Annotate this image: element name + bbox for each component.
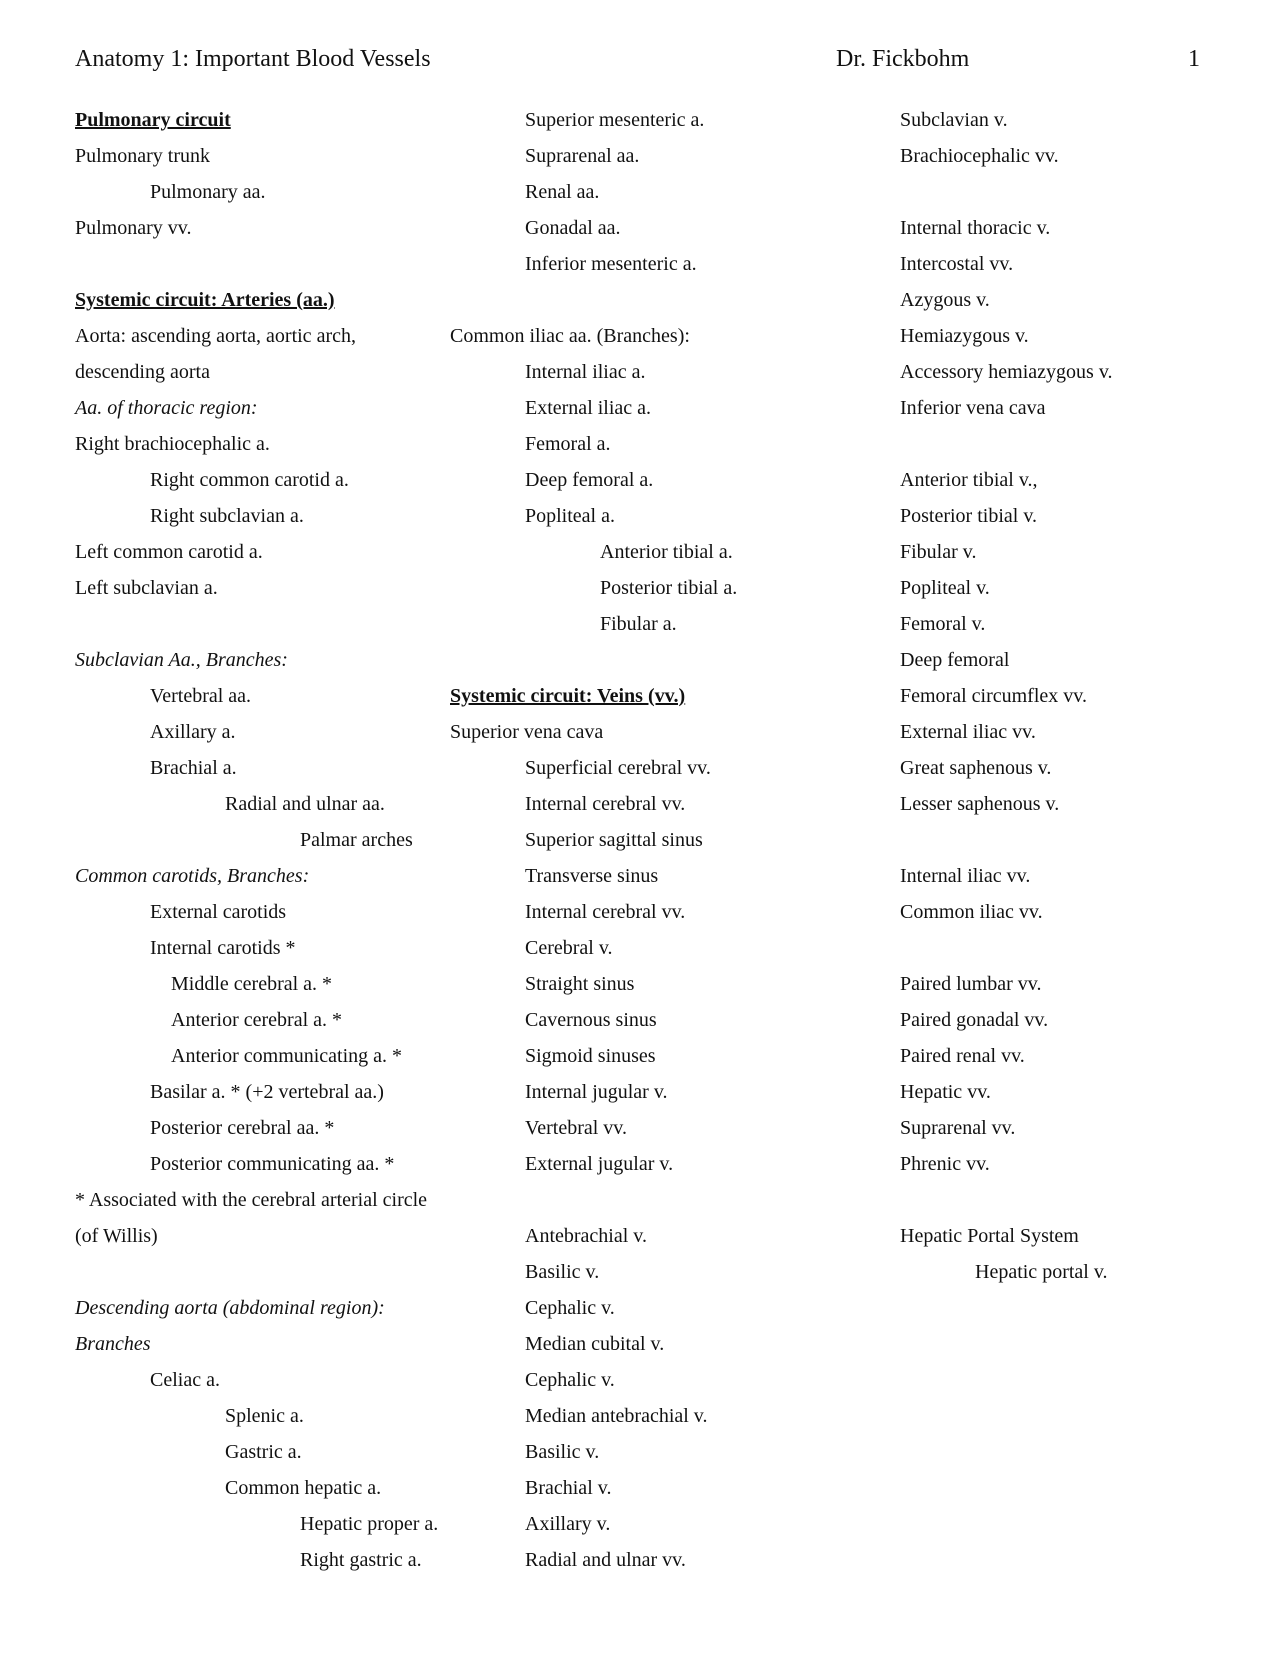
list-item: Hepatic proper a. [300,1513,439,1535]
list-item: Anterior cerebral a. * [171,1009,343,1031]
list-item: (of Willis) [75,1225,158,1247]
list-item: Brachiocephalic vv. [900,145,1059,167]
author-name: Dr. Fickbohm [836,46,970,72]
document-title: Anatomy 1: Important Blood Vessels [75,46,431,72]
list-item: Superior vena cava [450,721,604,743]
section-heading: Systemic circuit: Veins (vv.) [450,685,686,707]
list-item: Basilar a. * (+2 vertebral aa.) [150,1081,384,1103]
list-item: Sigmoid sinuses [525,1045,656,1067]
list-item: Phrenic vv. [900,1153,990,1175]
list-item: Hepatic vv. [900,1081,991,1103]
list-item: Deep femoral a. [525,469,654,491]
spacer [450,642,737,678]
list-item: Common iliac aa. (Branches): [450,325,690,347]
list-item: Great saphenous v. [900,757,1052,779]
list-item: Deep femoral [900,649,1010,671]
list-item: Radial and ulnar aa. [225,793,385,815]
spacer [900,426,1113,462]
list-item: Posterior tibial a. [600,577,738,599]
list-item: Celiac a. [150,1369,220,1391]
spacer [75,246,438,282]
list-item: Anterior tibial a. [600,541,733,563]
list-item: Internal thoracic v. [900,217,1051,239]
list-item: Popliteal v. [900,577,990,599]
spacer [900,174,1113,210]
list-item: Fibular v. [900,541,977,563]
list-item: External carotids [150,901,287,923]
list-item: Splenic a. [225,1405,304,1427]
list-item: Anterior communicating a. * [171,1045,403,1067]
subsection-heading: Branches [75,1333,151,1355]
spacer [900,930,1113,966]
subsection-heading: Common carotids, Branches: [75,865,310,887]
subsection-heading: Descending aorta (abdominal region): [75,1297,385,1319]
list-item: Inferior vena cava [900,397,1046,419]
list-item: Superior mesenteric a. [525,109,705,131]
spacer [450,1182,737,1218]
list-item: External jugular v. [525,1153,674,1175]
subsection-heading: Aa. of thoracic region: [75,397,258,419]
list-item: Right subclavian a. [150,505,304,527]
list-item: Cephalic v. [525,1369,615,1391]
list-item: Superior sagittal sinus [525,829,703,851]
list-item: Cerebral v. [525,937,613,959]
list-item: Fibular a. [600,613,677,635]
list-item: Subclavian v. [900,109,1008,131]
list-item: Anterior tibial v., [900,469,1038,491]
list-item: Paired renal vv. [900,1045,1025,1067]
list-item: Left common carotid a. [75,541,263,563]
list-item: Internal iliac a. [525,361,646,383]
list-item: Paired gonadal vv. [900,1009,1049,1031]
list-item: Brachial a. [150,757,237,779]
list-item: Cavernous sinus [525,1009,657,1031]
list-item: Pulmonary trunk [75,145,210,167]
column-right [900,102,1113,1290]
list-item: Gastric a. [225,1441,302,1463]
list-item: * Associated with the cerebral arterial circle [75,1189,428,1211]
list-item: Pulmonary aa. [150,181,266,203]
list-item: Median cubital v. [525,1333,665,1355]
list-item: Internal cerebral vv. [525,793,686,815]
list-item: Inferior mesenteric a. [525,253,697,275]
list-item: Cephalic v. [525,1297,615,1319]
list-item: Palmar arches [300,829,413,851]
list-item: Hemiazygous v. [900,325,1029,347]
list-item: Median antebrachial v. [525,1405,708,1427]
list-item: Middle cerebral a. * [171,973,333,995]
list-item: Internal carotids * [150,937,296,959]
spacer [450,282,737,318]
list-item: Posterior communicating aa. * [150,1153,395,1175]
list-item: Azygous v. [900,289,990,311]
section-heading: Pulmonary circuit [75,109,231,131]
spacer [75,606,438,642]
list-item: Renal aa. [525,181,600,203]
list-item: Brachial v. [525,1477,612,1499]
list-item: Common hepatic a. [225,1477,382,1499]
list-item: Antebrachial v. [525,1225,647,1247]
list-item: Right brachiocephalic a. [75,433,270,455]
list-item: Paired lumbar vv. [900,973,1042,995]
list-item: Vertebral vv. [525,1117,627,1139]
list-item: Lesser saphenous v. [900,793,1060,815]
subsection-heading: Subclavian Aa., Branches: [75,649,288,671]
list-item: Aorta: ascending aorta, aortic arch, [75,325,356,347]
column-left [75,102,438,1578]
list-item: Femoral a. [525,433,611,455]
spacer [900,822,1113,858]
list-item: Basilic v. [525,1261,600,1283]
list-item: External iliac vv. [900,721,1036,743]
list-item: descending aorta [75,361,210,383]
list-item: Right common carotid a. [150,469,349,491]
list-item: Common iliac vv. [900,901,1043,923]
list-item: Axillary a. [150,721,236,743]
list-item: Transverse sinus [525,865,659,887]
list-item: Axillary v. [525,1513,611,1535]
list-item: Femoral v. [900,613,986,635]
list-item: Internal cerebral vv. [525,901,686,923]
spacer [75,1254,438,1290]
list-item: Posterior cerebral aa. * [150,1117,335,1139]
list-item: Posterior tibial v. [900,505,1038,527]
list-item: Popliteal a. [525,505,615,527]
list-item: Hepatic Portal System [900,1225,1079,1247]
spacer [900,1182,1113,1218]
list-item: Suprarenal vv. [900,1117,1016,1139]
section-heading: Systemic circuit: Arteries (aa.) [75,289,335,311]
list-item: Intercostal vv. [900,253,1014,275]
list-item: Radial and ulnar vv. [525,1549,686,1571]
list-item: Vertebral aa. [150,685,252,707]
list-item: Basilic v. [525,1441,600,1463]
list-item: Suprarenal aa. [525,145,640,167]
column-middle [450,102,737,1578]
list-item: Superficial cerebral vv. [525,757,711,779]
list-item: Gonadal aa. [525,217,621,239]
list-item: Internal jugular v. [525,1081,668,1103]
list-item: Internal iliac vv. [900,865,1031,887]
list-item: External iliac a. [525,397,652,419]
list-item: Femoral circumflex vv. [900,685,1087,707]
list-item: Right gastric a. [300,1549,422,1571]
list-item: Accessory hemiazygous v. [900,361,1113,383]
list-item: Left subclavian a. [75,577,218,599]
list-item: Straight sinus [525,973,635,995]
list-item: Pulmonary vv. [75,217,192,239]
page-number: 1 [1188,46,1200,72]
list-item: Hepatic portal v. [975,1261,1108,1283]
